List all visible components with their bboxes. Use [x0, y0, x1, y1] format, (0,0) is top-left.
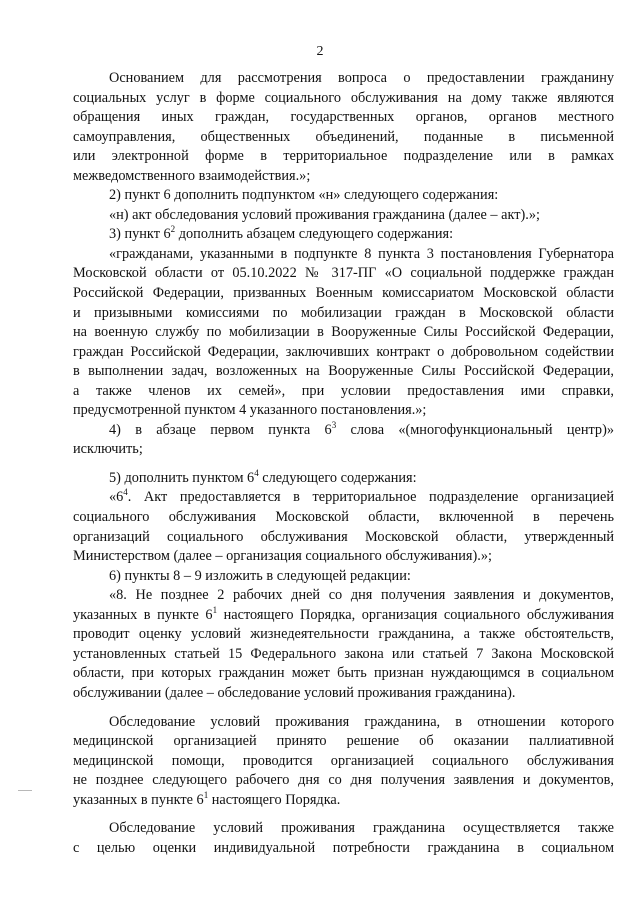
text-segment: области, при которых гражданин может быть признан нуждающимся в социальном — [73, 665, 614, 682]
text-segment: и призывными комиссиями по мобилизации граждан в Московской области — [73, 304, 614, 321]
text-segment: исключить; — [73, 441, 143, 458]
text-line — [73, 819, 614, 839]
text-segment: слова «(многофункциональный центр)» — [336, 421, 614, 438]
text-segment: 5) дополнить пунктом 6 — [109, 469, 255, 486]
text-line — [73, 128, 614, 148]
text-segment: предусмотренной пунктом 4 указанного постановления.»; — [73, 402, 427, 419]
text-line — [73, 304, 614, 324]
text-segment: Российской Федерации, призванных Военным комиссариатом Московской области — [73, 285, 614, 302]
text-segment: граждан Российской Федерации, заключивших контракт о добровольном содействии — [73, 343, 614, 360]
text-segment: «8. Не позднее 2 рабочих дней со дня получения заявления и документов, — [109, 587, 614, 604]
text-line — [73, 839, 614, 859]
text-segment: «н) акт обследования условий проживания гражданина (далее – акт).»; — [109, 206, 540, 223]
text-line — [73, 528, 614, 548]
text-line — [73, 401, 614, 421]
text-segment: самоуправления, общественных объединений, поданные в письменной — [73, 128, 614, 145]
text-line — [73, 147, 614, 167]
text-segment: «гражданами, указанными в подпункте 8 пункта 3 постановления Губернатора — [109, 245, 614, 262]
text-line — [73, 186, 614, 206]
text-line — [73, 508, 614, 528]
text-segment: указанных в пункте 6 — [73, 606, 213, 623]
text-segment: следующего содержания: — [258, 469, 417, 486]
text-line — [73, 488, 614, 508]
text-segment: установленных статьей 15 Федерального закона или статьей 7 Закона Московской — [73, 645, 614, 662]
superscript: 1 — [212, 604, 218, 615]
text-line — [73, 69, 614, 89]
text-segment: настоящего Порядка. — [208, 791, 341, 808]
text-line — [73, 225, 614, 245]
text-segment: 2) пункт 6 дополнить подпунктом «н» следующего содержания: — [109, 187, 499, 204]
text-line — [73, 206, 614, 226]
text-segment: Обследование условий проживания гражданина, в отношении которого — [109, 713, 614, 730]
text-line — [73, 382, 614, 402]
text-line — [73, 469, 614, 489]
text-line — [73, 343, 614, 363]
text-line — [73, 567, 614, 587]
text-line — [73, 264, 614, 284]
text-segment: межведомственного взаимодействия.»; — [73, 167, 311, 184]
text-line — [73, 684, 614, 704]
text-line — [73, 606, 614, 626]
text-segment: или электронной форме в территориальное подразделение или в рамках — [73, 148, 614, 165]
text-segment: . Акт предоставляется в территориальное подразделение организацией — [127, 489, 614, 506]
text-segment: в выполнении задач, возложенных на Вооруженные Силы Российской Федерации, — [73, 363, 614, 380]
superscript: 2 — [170, 224, 176, 235]
text-line — [73, 645, 614, 665]
text-segment: медицинской помощи, проводится организацией социального обслуживания — [73, 752, 614, 769]
text-line — [73, 440, 614, 460]
text-segment: организаций социального обслуживания Московской области, утвержденный — [73, 528, 614, 545]
text-segment: с целью оценки индивидуальной потребности гражданина в социальном — [73, 839, 614, 856]
superscript: 3 — [331, 419, 337, 430]
text-segment: 4) в абзаце первом пункта 6 — [109, 421, 332, 438]
text-line — [73, 771, 614, 791]
text-segment: настоящего Порядка, организация социального обслуживания — [217, 606, 615, 623]
text-line — [73, 732, 614, 752]
text-line — [73, 323, 614, 343]
text-segment: обращения иных граждан, государственных органов, органов местного — [73, 109, 614, 126]
text-line — [73, 625, 614, 645]
text-line — [73, 547, 614, 567]
text-segment: медицинской организацией принято решение об оказании паллиативной — [73, 733, 614, 750]
text-line — [73, 284, 614, 304]
text-segment: Основанием для рассмотрения вопроса о предоставлении гражданину — [109, 70, 614, 86]
text-segment: на военную службу по мобилизации в Вооруженные Силы Российской Федерации, — [73, 324, 614, 341]
text-segment: 3) пункт 6 — [109, 226, 171, 243]
document-body — [73, 69, 614, 858]
text-line — [73, 108, 614, 128]
superscript: 4 — [123, 487, 128, 498]
text-line — [73, 791, 614, 811]
text-line — [73, 245, 614, 265]
text-segment: а также членов их семей», при условии предоставления ими справки, — [73, 382, 614, 399]
margin-mark — [18, 790, 32, 791]
text-segment: «6 — [109, 489, 124, 506]
text-segment: Министерством (далее – организация социального обслуживания).»; — [73, 548, 492, 565]
text-line — [73, 167, 614, 187]
page-number: 2 — [316, 44, 324, 59]
superscript: 1 — [203, 789, 209, 800]
text-line — [73, 89, 614, 109]
text-segment: Обследование условий проживания гражданина осуществляется также — [109, 820, 614, 837]
text-line — [73, 421, 614, 441]
text-line — [73, 586, 614, 606]
text-line — [73, 664, 614, 684]
text-line — [73, 752, 614, 772]
superscript: 4 — [254, 467, 259, 478]
text-segment: социального обслуживания Московской области, включенной в перечень — [73, 509, 614, 526]
text-segment: дополнить абзацем следующего содержания: — [175, 226, 454, 243]
text-segment: указанных в пункте 6 — [73, 791, 204, 808]
text-segment: 6) пункты 8 – 9 изложить в следующей редакции: — [109, 567, 411, 584]
text-segment: не позднее следующего рабочего дня со дня получения заявления и документов, — [73, 772, 614, 789]
text-segment: обслуживании (далее – обследование условий проживания гражданина). — [73, 684, 516, 701]
text-segment: проводит оценку условий жизнедеятельности гражданина, а также обстоятельств, — [73, 626, 614, 643]
text-segment: Московской области от 05.10.2022 № 317-ПГ «О социальной поддержке граждан — [73, 265, 614, 282]
text-line — [73, 713, 614, 733]
text-segment: социальных услуг в форме социального обслуживания на дому также являются — [73, 89, 614, 106]
text-line — [73, 362, 614, 382]
